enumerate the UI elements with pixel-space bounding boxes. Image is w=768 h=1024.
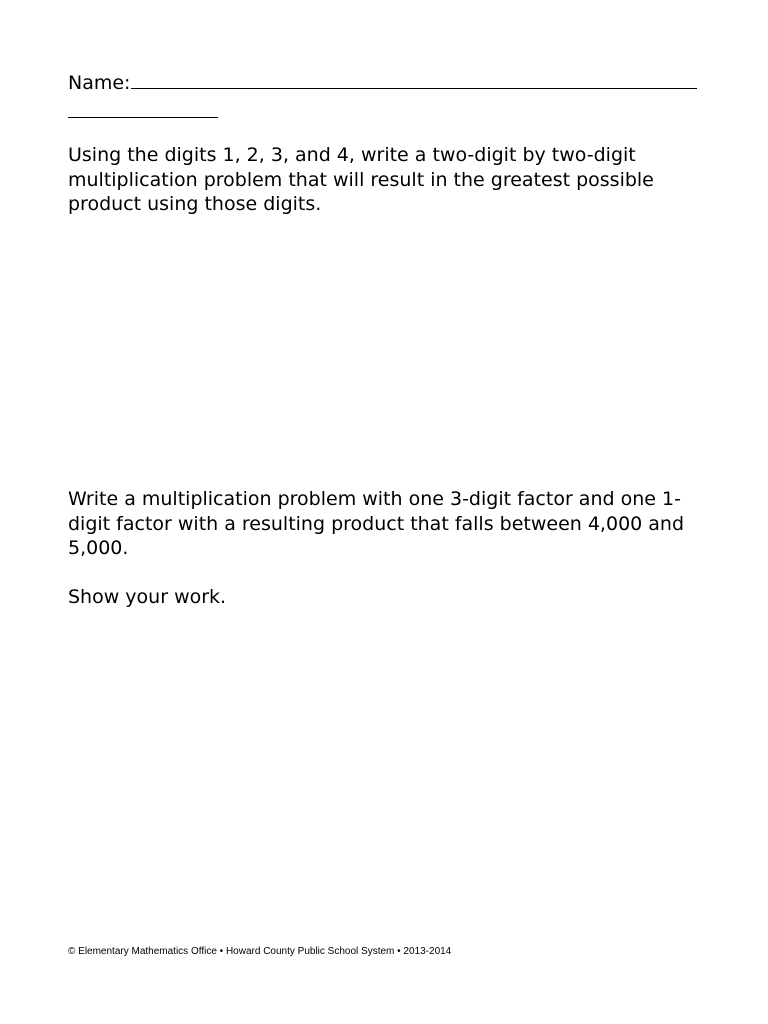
question-2: Write a multiplication problem with one 3-digit factor and one 1-digit factor with a resulting product that falls between 4,000 and 5,000. — [68, 488, 685, 559]
question-1: Using the digits 1, 2, 3, and 4, write a two-digit by two-digit multiplication problem that will result in the greatest possible product using those digits. — [68, 144, 654, 215]
footer-copyright: © Elementary Mathematics Office • Howard County Public School System • 2013-2014 — [68, 946, 452, 957]
show-work-instruction: Show your work. — [68, 586, 227, 608]
name-blank-line-continued — [68, 96, 218, 118]
name-row — [68, 68, 697, 97]
name-label: Name: — [68, 72, 131, 94]
name-blank-line — [131, 68, 697, 89]
